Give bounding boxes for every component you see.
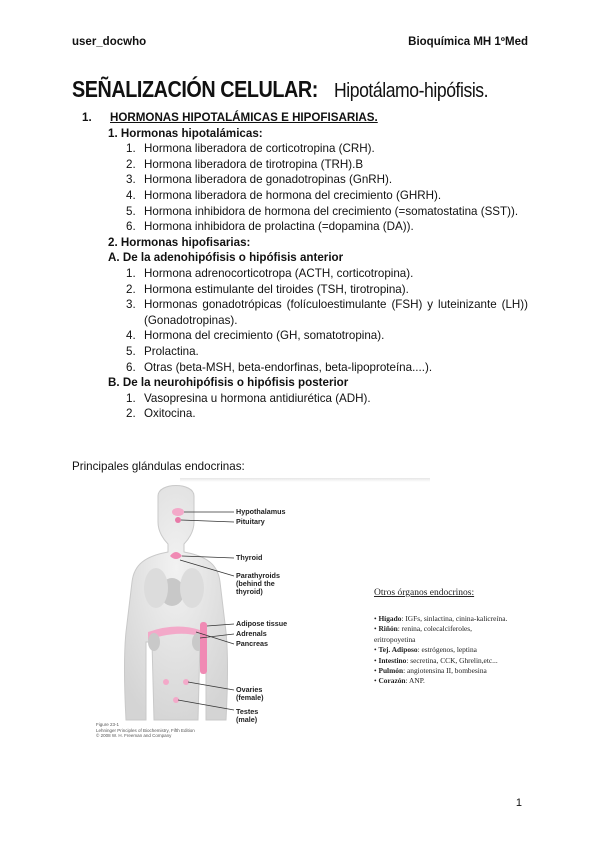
hipotalamicas-heading: 1. Hormonas hipotalámicas: bbox=[108, 126, 263, 140]
list-item: • Hígado: IGFs, sinlactina, cinina-kalicreína. bbox=[374, 614, 508, 623]
section-number: 1. bbox=[82, 111, 92, 124]
list-item: 3. Hormonas gonadotrópicas (folículoestimulante (FSH) y luteinizante (LH)) (Gonadotropinas). bbox=[126, 298, 528, 327]
adipose-mark bbox=[200, 622, 207, 674]
main-content bbox=[72, 110, 528, 422]
title-main: SEÑALIZACIÓN CELULAR: bbox=[72, 76, 318, 102]
lung-right bbox=[180, 568, 204, 608]
glands-intro: Principales glándulas endocrinas: bbox=[72, 460, 245, 473]
neurohipofisis-heading: B. De la neurohipófisis o hipófisis posterior bbox=[108, 376, 349, 390]
list-item: 5. Prolactina. bbox=[126, 344, 199, 358]
list-item: 4. Hormona liberadora de hormona del crecimiento (GHRH). bbox=[126, 188, 442, 202]
section-heading bbox=[82, 110, 528, 126]
list-item: 2. Hormona estimulante del tiroides (TSH, tirotropina). bbox=[126, 282, 409, 296]
hypothalamus-mark bbox=[172, 508, 184, 516]
list-item: 1. Hormona adrenocorticotropa (ACTH, corticotropina). bbox=[126, 266, 414, 280]
list-item: • Tej. Adiposo: estrógenos, leptina bbox=[374, 645, 477, 655]
label-pancreas: Pancreas bbox=[236, 639, 268, 648]
list-item: 6. Otras (beta-MSH, beta-endorfinas, beta-lipoproteína....). bbox=[126, 360, 433, 374]
list-item: 6. Hormona inhibidora de prolactina (=dopamina (DA)). bbox=[126, 220, 414, 234]
list-item: 1. Hormona liberadora de corticotropina (CRH). bbox=[126, 142, 375, 156]
list-item: 2. Hormona liberadora de tirotropina (TRH).B bbox=[126, 157, 364, 171]
list-item: 2. Oxitocina. bbox=[126, 407, 196, 421]
list-item: 3. Hormona liberadora de gonadotropinas (GnRH). bbox=[126, 173, 393, 187]
list-item: • Pulmón: angiotensina II, bombesina bbox=[374, 666, 487, 676]
page-title bbox=[72, 76, 510, 103]
header-user: user_docwho bbox=[72, 36, 147, 48]
kidney-left bbox=[148, 633, 160, 651]
label-adipose: Adipose tissue bbox=[236, 619, 288, 628]
list-item: 1. Vasopresina u hormona antidiurética (ADH). bbox=[126, 391, 371, 405]
label-adrenals: Adrenals bbox=[236, 629, 267, 638]
pituitary-mark bbox=[175, 517, 181, 523]
label-hypothalamus: Hypothalamus bbox=[236, 507, 286, 516]
label-thyroid: Thyroid bbox=[236, 553, 263, 562]
neurohipofisis-list bbox=[72, 391, 528, 422]
header-course: Bioquímica MH 1ºMed bbox=[408, 36, 528, 48]
adenohipofisis-list bbox=[72, 266, 528, 375]
label-pituitary: Pituitary bbox=[236, 517, 265, 526]
label-parathyroids: Parathyroids (behind the thyroid) bbox=[236, 571, 280, 596]
otros-title: Otros órganos endocrinos: bbox=[374, 588, 475, 598]
list-item: • Corazón: ANP. bbox=[374, 676, 425, 686]
title-sub: Hipotálamo-hipófisis. bbox=[334, 80, 489, 102]
list-item: • Intestino: secretina, CCK, Ghrelin,etc... bbox=[374, 655, 498, 665]
otros-organos-box bbox=[374, 588, 514, 687]
label-ovaries: Ovaries (female) bbox=[236, 685, 264, 702]
list-item: • Riñón: renina, colecalciferoles, eritropoyetina bbox=[374, 624, 473, 644]
list-item: 4. Hormona del crecimiento (GH, somatotropina). bbox=[126, 329, 385, 343]
adenohipofisis-heading: A. De la adenohipófisis o hipófisis anterior bbox=[108, 251, 344, 265]
section-label: HORMONAS HIPOTALÁMICAS E HIPOFISARIAS. bbox=[110, 111, 378, 124]
figure-caption: Figure 23-1 Lehninger Principles of Biochemistry, Fifth Edition © 2008 W. H. Freeman and Company bbox=[96, 722, 195, 738]
hipofisarias-heading: 2. Hormonas hipofisarias: bbox=[108, 235, 251, 249]
label-testes: Testes (male) bbox=[236, 707, 259, 724]
hipotalamicas-list bbox=[72, 141, 528, 235]
list-item: 5. Hormona inhibidora de hormona del crecimiento (=somatostatina (SST)). bbox=[126, 204, 519, 218]
ovary-left bbox=[163, 679, 169, 685]
page-number: 1 bbox=[515, 797, 522, 809]
lung-left bbox=[144, 568, 168, 608]
body-silhouette-illustration bbox=[96, 482, 296, 722]
